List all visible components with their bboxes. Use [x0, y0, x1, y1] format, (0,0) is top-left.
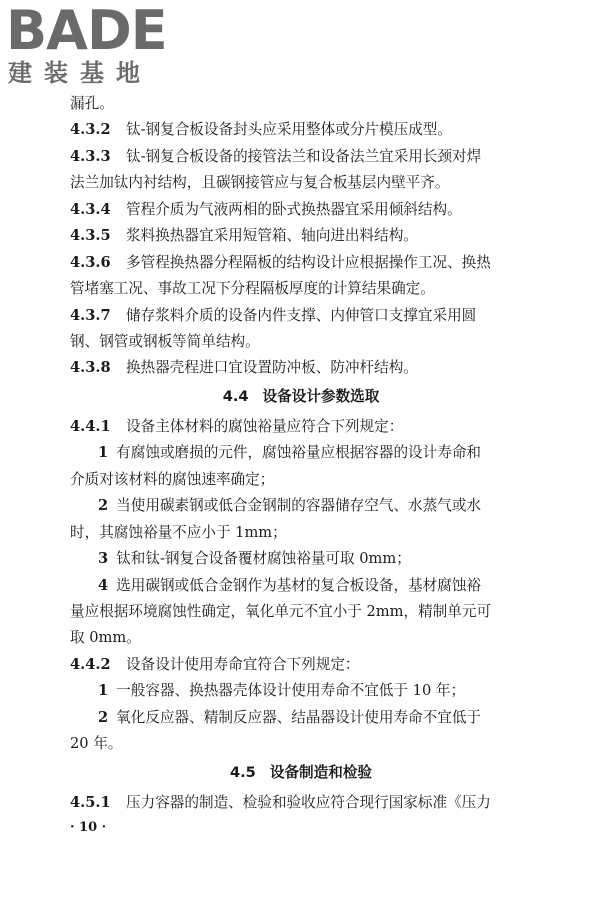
- list-item-3: [70, 549, 560, 569]
- list-item-4: [70, 576, 560, 596]
- clause-4-3-2: [70, 120, 532, 140]
- section-title: 设备设计参数选取: [262, 388, 380, 405]
- text-line: 取 0mm。: [70, 629, 141, 646]
- text-line: 时，其腐蚀裕量不应小于 1mm；: [70, 524, 287, 541]
- item-text: 一般容器、换热器壳体设计使用寿命不宜低于 10 年；: [116, 682, 466, 699]
- item-text: 当使用碳素钢或低合金钢制的容器储存空气、水蒸气或水: [116, 497, 482, 514]
- item-number: 3: [98, 550, 109, 567]
- text-line: 管堵塞工况、事故工况下分程隔板厚度的计算结果确定。: [70, 280, 435, 297]
- section-title: 设备制造和检验: [269, 764, 373, 781]
- text-line: 漏孔。: [70, 95, 114, 112]
- clause-4-3-8: [70, 358, 532, 378]
- section-heading-4-5: [70, 763, 532, 783]
- clause-text: 管程介质为气液两相的卧式换热器宜采用倾斜结构。: [126, 201, 462, 218]
- item-number: 1: [98, 444, 109, 461]
- bade-logo: [6, 2, 206, 92]
- item-text: 氧化反应器、精制反应器、结晶器设计使用寿命不宜低于: [116, 709, 482, 726]
- item-text: 选用碳钢或低合金钢作为基材的复合板设备，基材腐蚀裕: [116, 577, 482, 594]
- item-number: 1: [98, 682, 109, 699]
- text-line: 20 年。: [70, 735, 123, 752]
- clause-4-3-3: [70, 147, 532, 167]
- item-number: 4: [98, 577, 109, 594]
- clause-text: 浆料换热器宜采用短管箱、轴向进出料结构。: [126, 227, 418, 244]
- clause-number: 4.3.6: [70, 254, 111, 271]
- item-text: 有腐蚀或磨损的元件，腐蚀裕量应根据容器的设计寿命和: [116, 444, 482, 461]
- clause-4-3-6: [70, 253, 532, 273]
- item-number: 2: [98, 709, 109, 726]
- clause-text: 设备主体材料的腐蚀裕量应符合下列规定：: [126, 418, 404, 435]
- clause-number: 4.4.2: [70, 656, 111, 673]
- clause-number: 4.3.5: [70, 227, 111, 244]
- clause-number: 4.3.4: [70, 201, 111, 218]
- clause-number: 4.4.1: [70, 418, 111, 435]
- list-item-1: [70, 443, 560, 463]
- clause-text: 钛-钢复合板设备封头应采用整体或分片模压成型。: [126, 121, 452, 138]
- section-number: 4.4: [222, 388, 249, 405]
- clause-4-4-2: [70, 655, 532, 675]
- clause-4-4-1: [70, 417, 532, 437]
- logo-wordmark: BADE: [6, 0, 167, 62]
- list-item-2: [70, 496, 560, 516]
- list-item-1: [70, 681, 560, 701]
- section-number: 4.5: [229, 764, 256, 781]
- clause-number: 4.5.1: [70, 794, 111, 811]
- text-line: 法兰加钛内衬结构，且碳钢接管应与复合板基层内壁平齐。: [70, 174, 450, 191]
- item-text: 钛和钛-钢复合设备覆材腐蚀裕量可取 0mm；: [116, 550, 411, 567]
- clause-4-5-1: [70, 793, 532, 813]
- list-item-2: [70, 708, 560, 728]
- clause-number: 4.3.2: [70, 121, 111, 138]
- clause-4-3-4: [70, 200, 532, 220]
- clause-4-3-7: [70, 306, 532, 326]
- clause-text: 设备设计使用寿命宜符合下列规定：: [126, 656, 360, 673]
- text-line: 钢、钢管或钢板等简单结构。: [70, 333, 260, 350]
- clause-4-3-5: [70, 226, 532, 246]
- clause-number: 4.3.7: [70, 307, 111, 324]
- clause-number: 4.3.3: [70, 148, 111, 165]
- section-heading-4-4: [70, 387, 532, 407]
- text-line: 量应根据环境腐蚀性确定，氧化单元不宜小于 2mm，精制单元可: [70, 603, 492, 620]
- clause-text: 储存浆料介质的设备内件支撑、内伸管口支撑宜采用圆: [126, 307, 477, 324]
- clause-text: 多管程换热器分程隔板的结构设计应根据操作工况、换热: [126, 254, 491, 271]
- clause-text: 压力容器的制造、检验和验收应符合现行国家标准《压力: [126, 794, 491, 811]
- text-line: 介质对该材料的腐蚀速率确定；: [70, 471, 275, 488]
- clause-number: 4.3.8: [70, 359, 111, 376]
- item-number: 2: [98, 497, 109, 514]
- logo-subtitle: 建装基地: [8, 59, 152, 87]
- clause-text: 钛-钢复合板设备的接管法兰和设备法兰宜采用长颈对焊: [126, 148, 482, 165]
- clause-text: 换热器壳程进口宜设置防冲板、防冲杆结构。: [126, 359, 418, 376]
- page-number: · 10 ·: [70, 820, 107, 835]
